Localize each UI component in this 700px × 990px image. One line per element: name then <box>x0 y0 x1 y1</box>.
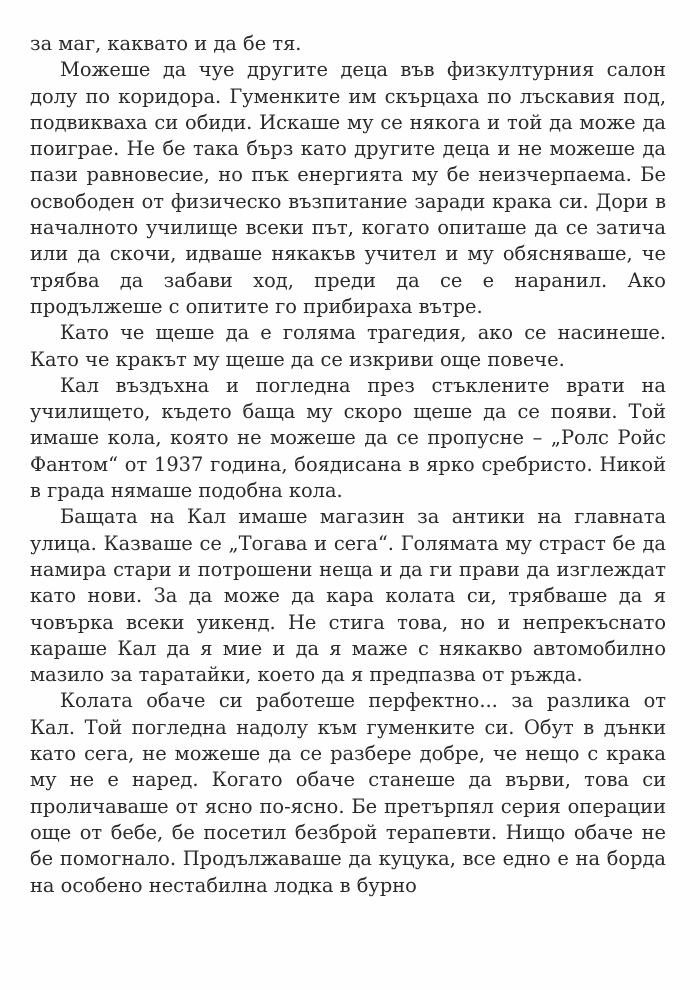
paragraph: Като че щеше да е голяма трагедия, ако се насинеше. Като че кракът му щеше да се изкриви още повече. <box>30 321 666 371</box>
paragraph: Можеше да чуе другите деца във физкултурния салон долу по коридора. Гуменките им скърцаха по лъскавия под, подвикваха си обиди. Искаше му се някога и той да може да поиграе. Не бе така бърз като другите деца и не можеше да пази равновесие, но пък енергията му бе неизчерпаема. Бе освободен от физическо възпитание заради крака си. Дори в началното училище всеки път, когато опиташе да се затича или да скочи, идваше някакъв учител и му обясняваше, че трябва да забави ход, преди да се е наранил. Ако продължеше с опитите го прибираха вътре. <box>30 58 666 318</box>
body-text <box>30 31 666 899</box>
paragraph: Бащата на Кал имаше магазин за антики на главната улица. Казваше се „Тогава и сега“. Голямата му страст бе да намира стари и потрошени неща и да ги прави да изглеждат като нови. За да може да кара колата си, трябваше да я човърка всеки уикенд. Не стига това, но и непрекъснато караше Кал да я мие и да я маже с някакво автомобилно мазило за таратайки, което да я предпазва от ръжда. <box>30 505 666 687</box>
paragraph: Кал въздъхна и погледна през стъклените врати на училището, където баща му скоро щеше да се появи. Той имаше кола, която не можеше да се пропусне – „Ролс Ройс Фантом“ от 1937 година, боядисана в ярко сребристо. Никой в града нямаше подобна кола. <box>30 373 666 503</box>
paragraph-continuation: за маг, каквато и да бе тя. <box>30 32 302 55</box>
paragraph: Колата обаче си работеше перфектно... за разлика от Кал. Той погледна надолу към гуменките си. Обут в дънки като сега, не можеше да се разбере добре, че нещо с крака му не е наред. Когато обаче станеше да върви, това си проличаваше от ясно по-ясно. Бе претърпял серия операции още от бебе, бе посетил безброй терапевти. Нищо обаче не бе помогнало. Продължаваше да куцука, все едно е на борда на особено нестабилна лодка в бурно <box>30 689 666 897</box>
